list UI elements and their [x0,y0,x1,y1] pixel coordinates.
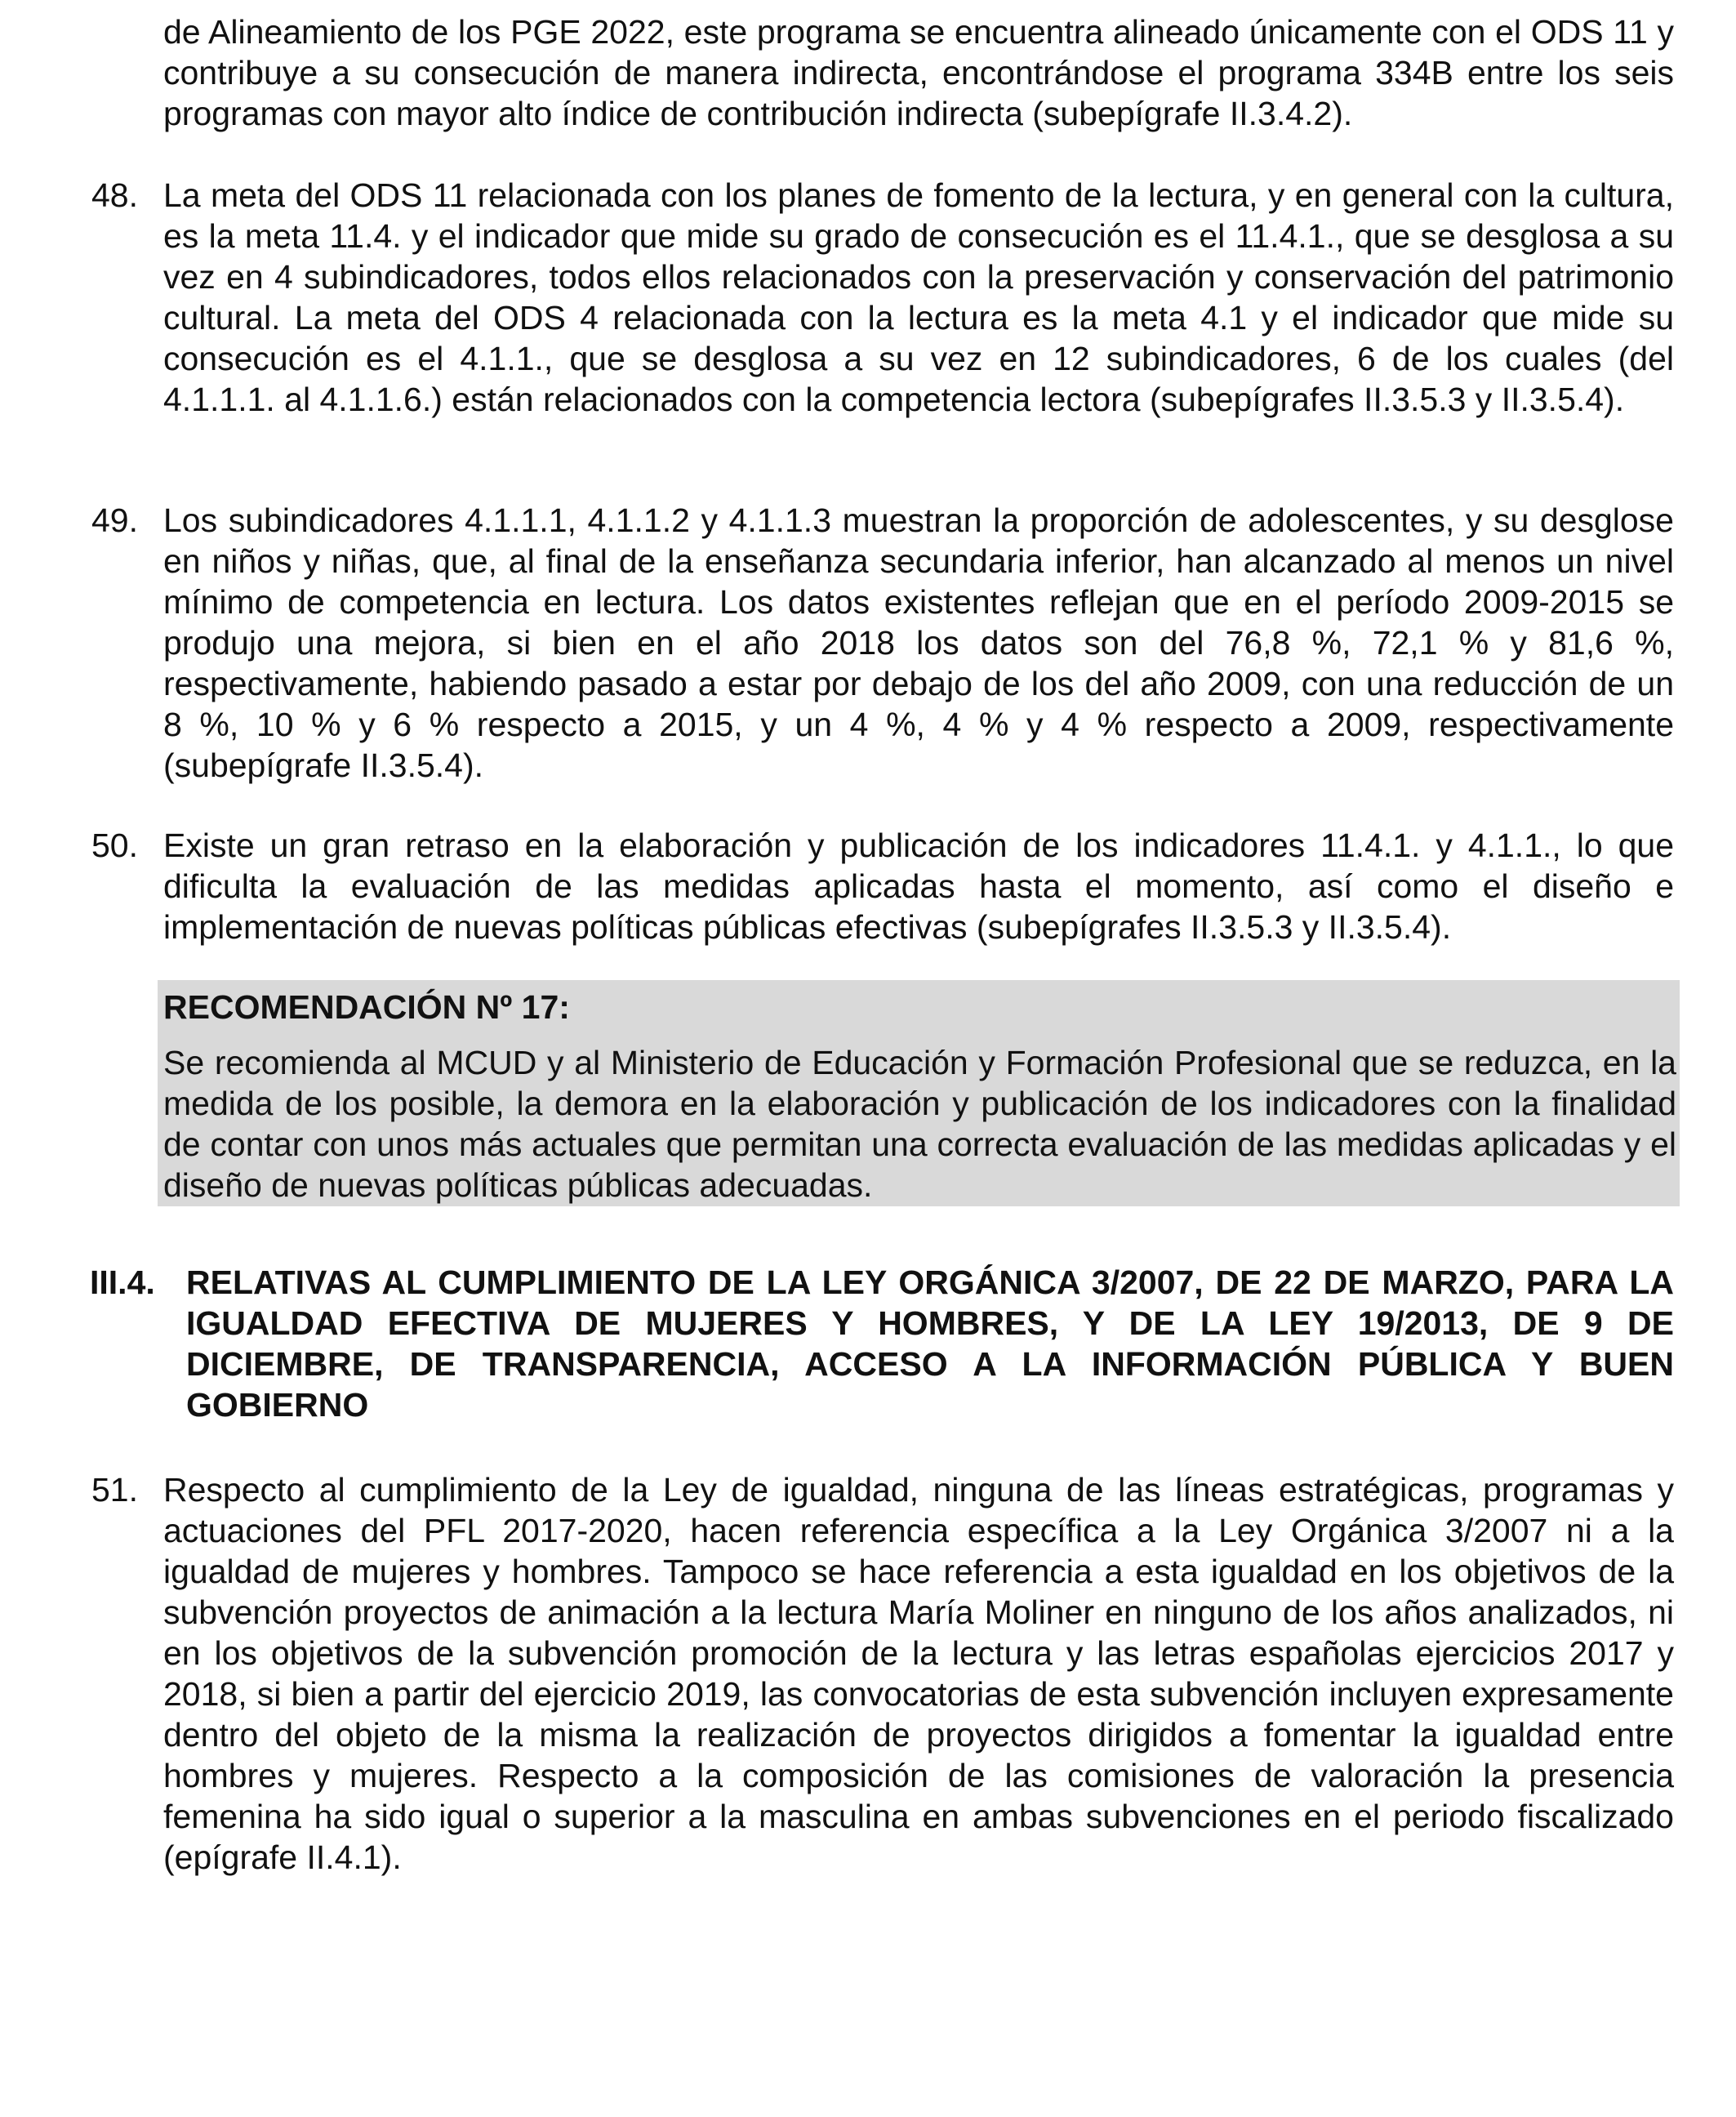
section-number: III.4. [90,1264,155,1301]
paragraph-text: La meta del ODS 11 relacionada con los planes de fomento de la lectura, y en general con la cultura, es la meta 11.4. y el indicador que mide su grado de consecución es el 11.4.1., que se desglosa a su vez en 4 subindicadores, todos ellos relacionados con la preservación y conservación del patrimonio cultural. La meta del ODS 4 relacionada con la lectura es la meta 4.1 y el indicador que mide su consecución es el 4.1.1., que se desglosa a su vez en 12 subindicadores, 6 de los cuales (del 4.1.1.1. al 4.1.1.6.) están relacionados con la competencia lectora (subepígrafes II.3.5.3 y II.3.5.4). [163,176,1674,418]
paragraph-number: 50. [91,827,138,864]
paragraph-49 [91,500,1674,786]
recommendation-title: RECOMENDACIÓN Nº 17: [163,988,570,1026]
paragraph-51 [91,1469,1674,1878]
intro-paragraph-text: de Alineamiento de los PGE 2022, este programa se encuentra alineado únicamente con el ODS 11 y contribuye a su consecución de manera indirecta, encontrándose el programa 334B entre los seis programas con mayor alto índice de contribución indirecta (subepígrafe II.3.4.2). [163,13,1674,132]
section-heading [90,1262,1674,1425]
paragraph-text: Existe un gran retraso en la elaboración y publicación de los indicadores 11.4.1. y 4.1.1., lo que dificulta la evaluación de las medidas aplicadas hasta el momento, así como el diseño e implementación de nuevas políticas públicas efectivas (subepígrafes II.3.5.3 y II.3.5.4). [163,827,1674,946]
section-title: RELATIVAS AL CUMPLIMIENTO DE LA LEY ORGÁNICA 3/2007, DE 22 DE MARZO, PARA LA IGUALDAD EFECTIVA DE MUJERES Y HOMBRES, Y DE LA LEY 19/2013, DE 9 DE DICIEMBRE, DE TRANSPARENCIA, ACCESO A LA INFORMACIÓN PÚBLICA Y BUEN GOBIERNO [186,1264,1674,1424]
paragraph-48 [91,175,1674,420]
intro-paragraph [163,11,1674,134]
paragraph-50 [91,825,1674,947]
paragraph-number: 51. [91,1471,138,1509]
paragraph-number: 49. [91,501,138,539]
paragraph-number: 48. [91,176,138,214]
recommendation-box [158,980,1680,1206]
paragraph-text: Respecto al cumplimiento de la Ley de igualdad, ninguna de las líneas estratégicas, programas y actuaciones del PFL 2017-2020, hacen referencia específica a la Ley Orgánica 3/2007 ni a la igualdad de mujeres y hombres. Tampoco se hace referencia a esta igualdad en los objetivos de la subvención proyectos de animación a la lectura María Moliner en ninguno de los años analizados, ni en los objetivos de la subvención promoción de la lectura y las letras españolas ejercicios 2017 y 2018, si bien a partir del ejercicio 2019, las convocatorias de esta subvención incluyen expresamente dentro del objeto de la misma la realización de proyectos dirigidos a fomentar la igualdad entre hombres y mujeres. Respecto a la composición de las comisiones de valoración la presencia femenina ha sido igual o superior a la masculina en ambas subvenciones en el periodo fiscalizado (epígrafe II.4.1). [163,1471,1674,1876]
paragraph-text: Los subindicadores 4.1.1.1, 4.1.1.2 y 4.1.1.3 muestran la proporción de adolescentes, y su desglose en niños y niñas, que, al final de la enseñanza secundaria inferior, han alcanzado al menos un nivel mínimo de competencia en lectura. Los datos existentes reflejan que en el período 2009-2015 se produjo una mejora, si bien en el año 2018 los datos son del 76,8 %, 72,1 % y 81,6 %, respectivamente, habiendo pasado a estar por debajo de los del año 2009, con una reducción de un 8 %, 10 % y 6 % respecto a 2015, y un 4 %, 4 % y 4 % respecto a 2009, respectivamente (subepígrafe II.3.5.4). [163,501,1674,784]
recommendation-text: Se recomienda al MCUD y al Ministerio de Educación y Formación Profesional que se reduzca, en la medida de los posible, la demora en la elaboración y publicación de los indicadores con la finalidad de contar con unos más actuales que permitan una correcta evaluación de las medidas aplicadas y el diseño de nuevas políticas públicas adecuadas. [163,1044,1676,1204]
